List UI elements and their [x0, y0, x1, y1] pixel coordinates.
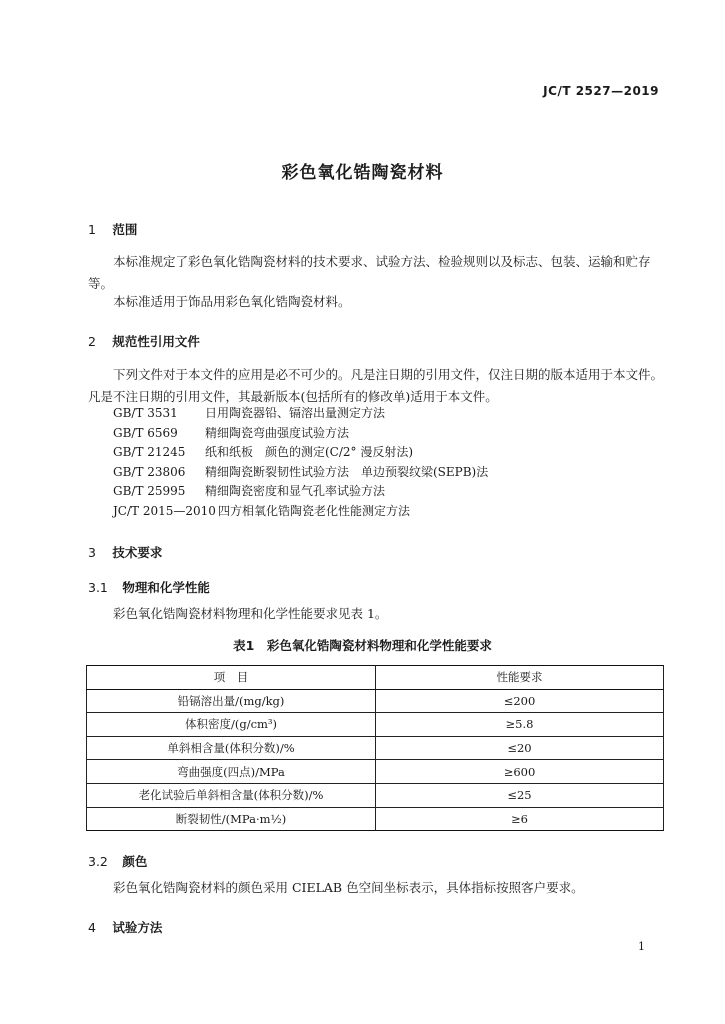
reference-code: GB/T 23806	[113, 464, 186, 479]
table-cell-requirement: ≤25	[376, 783, 664, 807]
table-cell-item: 老化试验后单斜相含量(体积分数)/%	[87, 783, 376, 807]
subsection-title: 物理和化学性能	[122, 580, 210, 595]
column-header-item: 项 目	[87, 666, 376, 690]
table-row	[87, 689, 664, 713]
table-cell-item: 体积密度/(g/cm³)	[87, 713, 376, 737]
subsection-title: 颜色	[122, 854, 148, 869]
reference-title: 精细陶瓷密度和显气孔率试验方法	[205, 484, 386, 498]
section-3-1-heading	[88, 578, 210, 596]
table-row	[87, 807, 664, 831]
table-row	[87, 760, 664, 784]
table-1	[86, 665, 664, 831]
reference-code: GB/T 21245	[113, 445, 186, 459]
column-header-requirement: 性能要求	[376, 666, 664, 690]
section-title: 范围	[112, 222, 138, 237]
reference-code: GB/T 3531	[113, 406, 178, 420]
reference-title: 纸和纸板 颜色的测定(C/2° 漫反射法)	[205, 445, 414, 459]
reference-title: 精细陶瓷弯曲强度试验方法	[205, 425, 350, 440]
section-3-1-paragraph: 彩色氧化锆陶瓷材料物理和化学性能要求见表 1。	[113, 606, 388, 621]
table-cell-requirement: ≥6	[376, 807, 664, 831]
reference-item	[113, 502, 488, 522]
reference-code: JC/T 2015—2010	[113, 503, 216, 518]
reference-title: 精细陶瓷断裂韧性试验方法 单边预裂纹梁(SEPB)法	[205, 464, 489, 479]
table-1-caption: 表1 彩色氧化锆陶瓷材料物理和化学性能要求	[233, 638, 492, 653]
reference-code: GB/T 25995	[113, 484, 186, 498]
section-2-paragraph: 下列文件对于本文件的应用是必不可少的。凡是注日期的引用文件，仅注日期的版本适用于本文件。凡是不注日期的引用文件，其最新版本(包括所有的修改单)适用于本文件。	[88, 367, 664, 404]
table-row	[87, 713, 664, 737]
standard-code: JC/T 2527—2019	[543, 84, 659, 98]
table-cell-item: 铅镉溶出量/(mg/kg)	[87, 689, 376, 713]
subsection-number: 3.2	[88, 854, 108, 869]
reference-title: 四方相氧化锆陶瓷老化性能测定方法	[218, 503, 411, 518]
reference-item	[113, 463, 488, 483]
section-4-heading	[88, 918, 162, 936]
section-number: 3	[88, 545, 96, 560]
section-2-heading	[88, 332, 200, 350]
section-title: 技术要求	[112, 545, 163, 560]
table-cell-requirement: ≥600	[376, 760, 664, 784]
section-title: 规范性引用文件	[112, 334, 200, 349]
table-cell-item: 断裂韧性/(MPa·m½)	[87, 807, 376, 831]
section-1-paragraph-2: 本标准适用于饰品用彩色氧化锆陶瓷材料。	[113, 294, 351, 309]
table-row	[87, 736, 664, 760]
table-cell-item: 弯曲强度(四点)/MPa	[87, 760, 376, 784]
subsection-number: 3.1	[88, 580, 108, 595]
reference-item	[113, 443, 488, 463]
section-number: 4	[88, 920, 96, 935]
section-3-heading	[88, 543, 162, 561]
table-cell-requirement: ≤20	[376, 736, 664, 760]
section-title: 试验方法	[112, 920, 163, 935]
table-row	[87, 783, 664, 807]
reference-item	[113, 482, 488, 502]
page-number: 1	[638, 940, 645, 953]
section-number: 1	[88, 222, 96, 237]
reference-item	[113, 424, 488, 444]
section-3-2-paragraph: 彩色氧化锆陶瓷材料的颜色采用 CIELAB 色空间坐标表示，具体指标按照客户要求。	[113, 880, 584, 895]
reference-item	[113, 404, 488, 424]
section-number: 2	[88, 334, 96, 349]
reference-code: GB/T 6569	[113, 425, 178, 440]
section-1-heading	[88, 220, 137, 238]
table-cell-item: 单斜相含量(体积分数)/%	[87, 736, 376, 760]
document-title: 彩色氧化锆陶瓷材料	[281, 163, 444, 183]
section-1-paragraph-1: 本标准规定了彩色氧化锆陶瓷材料的技术要求、试验方法、检验规则以及标志、包装、运输和贮存等。	[88, 254, 651, 291]
normative-reference-list	[113, 404, 488, 521]
table-header-row	[87, 666, 664, 690]
table-cell-requirement: ≥5.8	[376, 713, 664, 737]
table-cell-requirement: ≤200	[376, 689, 664, 713]
reference-title: 日用陶瓷器铅、镉溶出量测定方法	[205, 406, 386, 420]
section-3-2-heading	[88, 852, 147, 870]
